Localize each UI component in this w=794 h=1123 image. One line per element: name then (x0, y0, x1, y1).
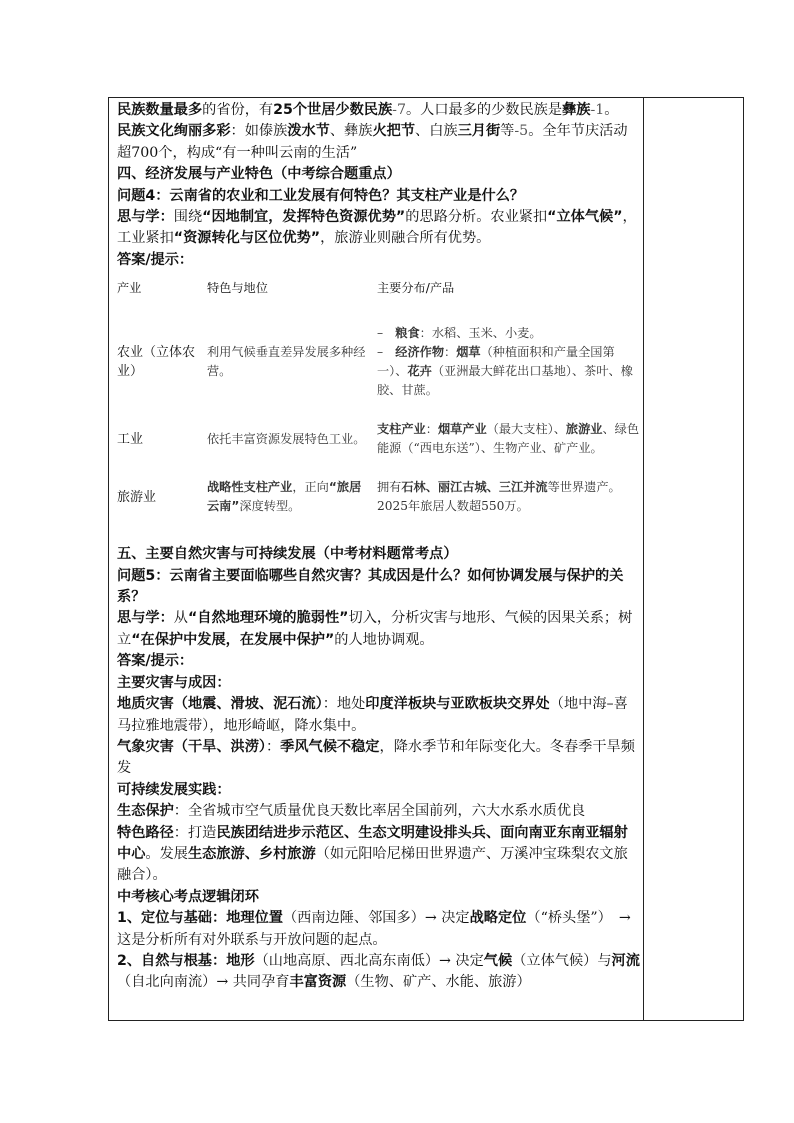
causes-label: 主要灾害与成因： (117, 674, 231, 691)
ethnic-count-paragraph: 民族数量最多的省份，有25个世居少数民族-7。人口最多的少数民族是彝族-1。 (117, 102, 619, 118)
list-item: – 经济作物：烟草（种植面积和产量全国第一）、花卉（亚洲最大鲜花出口基地）、茶叶、橡胶、甘蔗。 (377, 345, 633, 398)
row-tourism-feature: 战略性支柱产业，正向“旅居云南”深度转型。 (207, 480, 362, 514)
core-item-1: 1、定位与基础：地理位置（西南边陲、邻国多）→ 决定战略定位（“桥头堡”） → 这是分析所有对外联系与开放问题的起点。 (117, 910, 631, 948)
section4-think: 思与学：围绕“因地制宜，发挥特色资源优势”的思路分析。农业紧扣“立体气候”，工业紧扣“资源转化与区位优势”，旅游业则融合所有优势。 (117, 209, 637, 247)
section5-think: 思与学：从“自然地理环境的脆弱性”切入，分析灾害与地形、气候的因果关系；树立“在保护中发展，在发展中保护”的人地协调观。 (117, 610, 633, 648)
row-agriculture-feature: 利用气候垂直差异发展多种经营。 (207, 345, 366, 379)
row-agriculture-name: 农业（立体农业） (117, 345, 196, 380)
row-industry-name: 工业 (117, 431, 144, 447)
column-divider (643, 98, 644, 1020)
meteorological-disaster: 气象灾害（干旱、洪涝）：季风气候不稳定，降水季节和年际变化大。冬春季干旱频发 (117, 738, 635, 777)
header-industry: 产业 (117, 281, 142, 296)
spacer (117, 536, 641, 544)
core-heading: 中考核心考点逻辑闭环 (117, 888, 259, 905)
section5-heading: 五、主要自然灾害与可持续发展（中考材料题常考点） (117, 546, 458, 563)
table-row (117, 468, 641, 526)
industry-table (117, 277, 641, 526)
core-item-2: 2、自然与根基：地形（山地高原、西北高东南低）→ 决定气候（立体气候）与河流（自北向南流）→ 共同孕育丰富资源（生物、矿产、水能、旅游） (117, 952, 640, 991)
section5-answer-label: 答案/提示： (117, 653, 194, 670)
section4-heading: 四、经济发展与产业特色（中考综合题重点） (117, 166, 401, 183)
row-agriculture-products (377, 314, 641, 410)
section4-answer-label: 答案/提示： (117, 251, 194, 268)
row-tourism-products: 拥有石林、丽江古城、三江并流等世界遗产。2025年旅居人数超550万。 (377, 480, 621, 514)
list-item: – 粮食：水稻、玉米、小麦。 (377, 326, 542, 341)
industry-table-header (117, 277, 641, 314)
section4-question: 问题4：云南省的农业和工业发展有何特色？其支柱产业是什么？ (117, 187, 525, 204)
table-row (117, 314, 641, 410)
main-content-cell (117, 100, 641, 994)
special-path: 特色路径：打造民族团结进步示范区、生态文明建设排头兵、面向南亚东南亚辐射中心。发展生态旅游、乡村旅游（如元阳哈尼梯田世界遗产、万溪冲宝珠梨农文旅融合）。 (117, 824, 628, 884)
ethnic-culture-paragraph: 民族文化绚丽多彩：如傣族泼水节、彝族火把节、白族三月街等-5。全年节庆活动超700个，构成“有一种叫云南的生活” (117, 123, 628, 161)
content-table-frame (108, 97, 744, 1021)
table-row (117, 410, 641, 468)
row-industry-products: 支柱产业：烟草产业（最大支柱）、旅游业、绿色能源（“西电东送”）、生物产业、矿产业。 (377, 422, 640, 456)
row-tourism-name: 旅游业 (117, 489, 157, 505)
header-products: 主要分布/产品 (377, 281, 455, 296)
eco-protection: 生态保护：全省城市空气质量优良天数比率居全国前列，六大水系水质优良 (117, 803, 586, 820)
geological-disaster: 地质灾害（地震、滑坡、泥石流）：地处印度洋板块与亚欧板块交界处（地中海–喜马拉雅地震带），地形崎岖，降水集中。 (117, 696, 628, 734)
row-industry-feature: 依托丰富资源发展特色工业。 (207, 431, 366, 446)
header-feature: 特色与地位 (207, 281, 268, 296)
sustainability-label: 可持续发展实践： (117, 781, 231, 798)
section5-question: 问题5：云南省主要面临哪些自然灾害？其成因是什么？如何协调发展与保护的关系？ (117, 567, 624, 606)
